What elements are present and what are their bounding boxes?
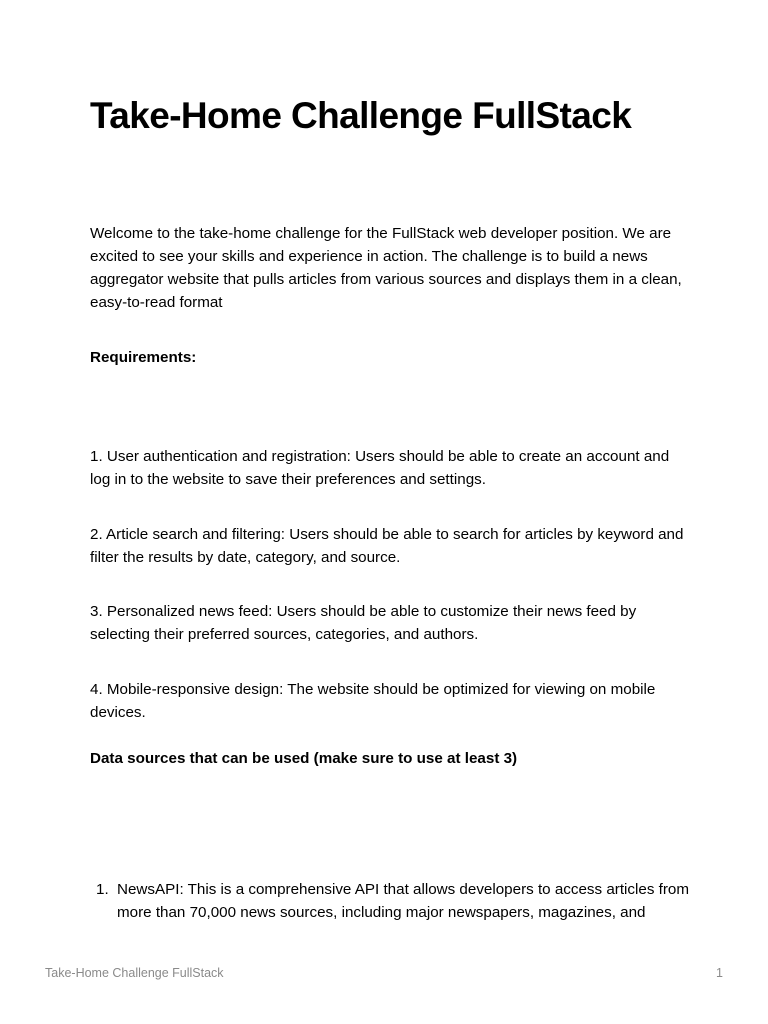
- requirement-item: 1. User authentication and registration: Users should be able to create an account and log in to the website to save their preferences and settings.: [90, 448, 670, 488]
- list-item-number: 1.: [96, 881, 109, 898]
- data-sources-list: [90, 878, 690, 924]
- footer-document-title: Take-Home Challenge FullStack: [45, 966, 224, 980]
- data-sources-heading: Data sources that can be used (make sure to use at least 3): [90, 750, 518, 767]
- data-source-text: NewsAPI: This is a comprehensive API that allows developers to access articles from more than 70,000 news sources, including major newspapers, magazines, and: [117, 881, 690, 921]
- requirement-item: 3. Personalized news feed: Users should be able to customize their news feed by selecting their preferred sources, categories, and authors.: [90, 603, 637, 643]
- intro-paragraph: Welcome to the take-home challenge for the FullStack web developer position. We are excited to see your skills and experience in action. The challenge is to build a news aggregator website that pulls articles from various sources and displays them in a clean, easy-to-read format: [90, 225, 682, 311]
- footer-page-number: 1: [716, 966, 723, 980]
- requirements-heading: Requirements:: [90, 349, 197, 366]
- requirement-item: 4. Mobile-responsive design: The website should be optimized for viewing on mobile devices.: [90, 681, 656, 721]
- requirement-item: 2. Article search and filtering: Users should be able to search for articles by keyword and filter the results by date, category, and source.: [90, 526, 684, 566]
- page-title: Take-Home Challenge FullStack: [90, 95, 632, 136]
- data-source-item: [90, 878, 690, 924]
